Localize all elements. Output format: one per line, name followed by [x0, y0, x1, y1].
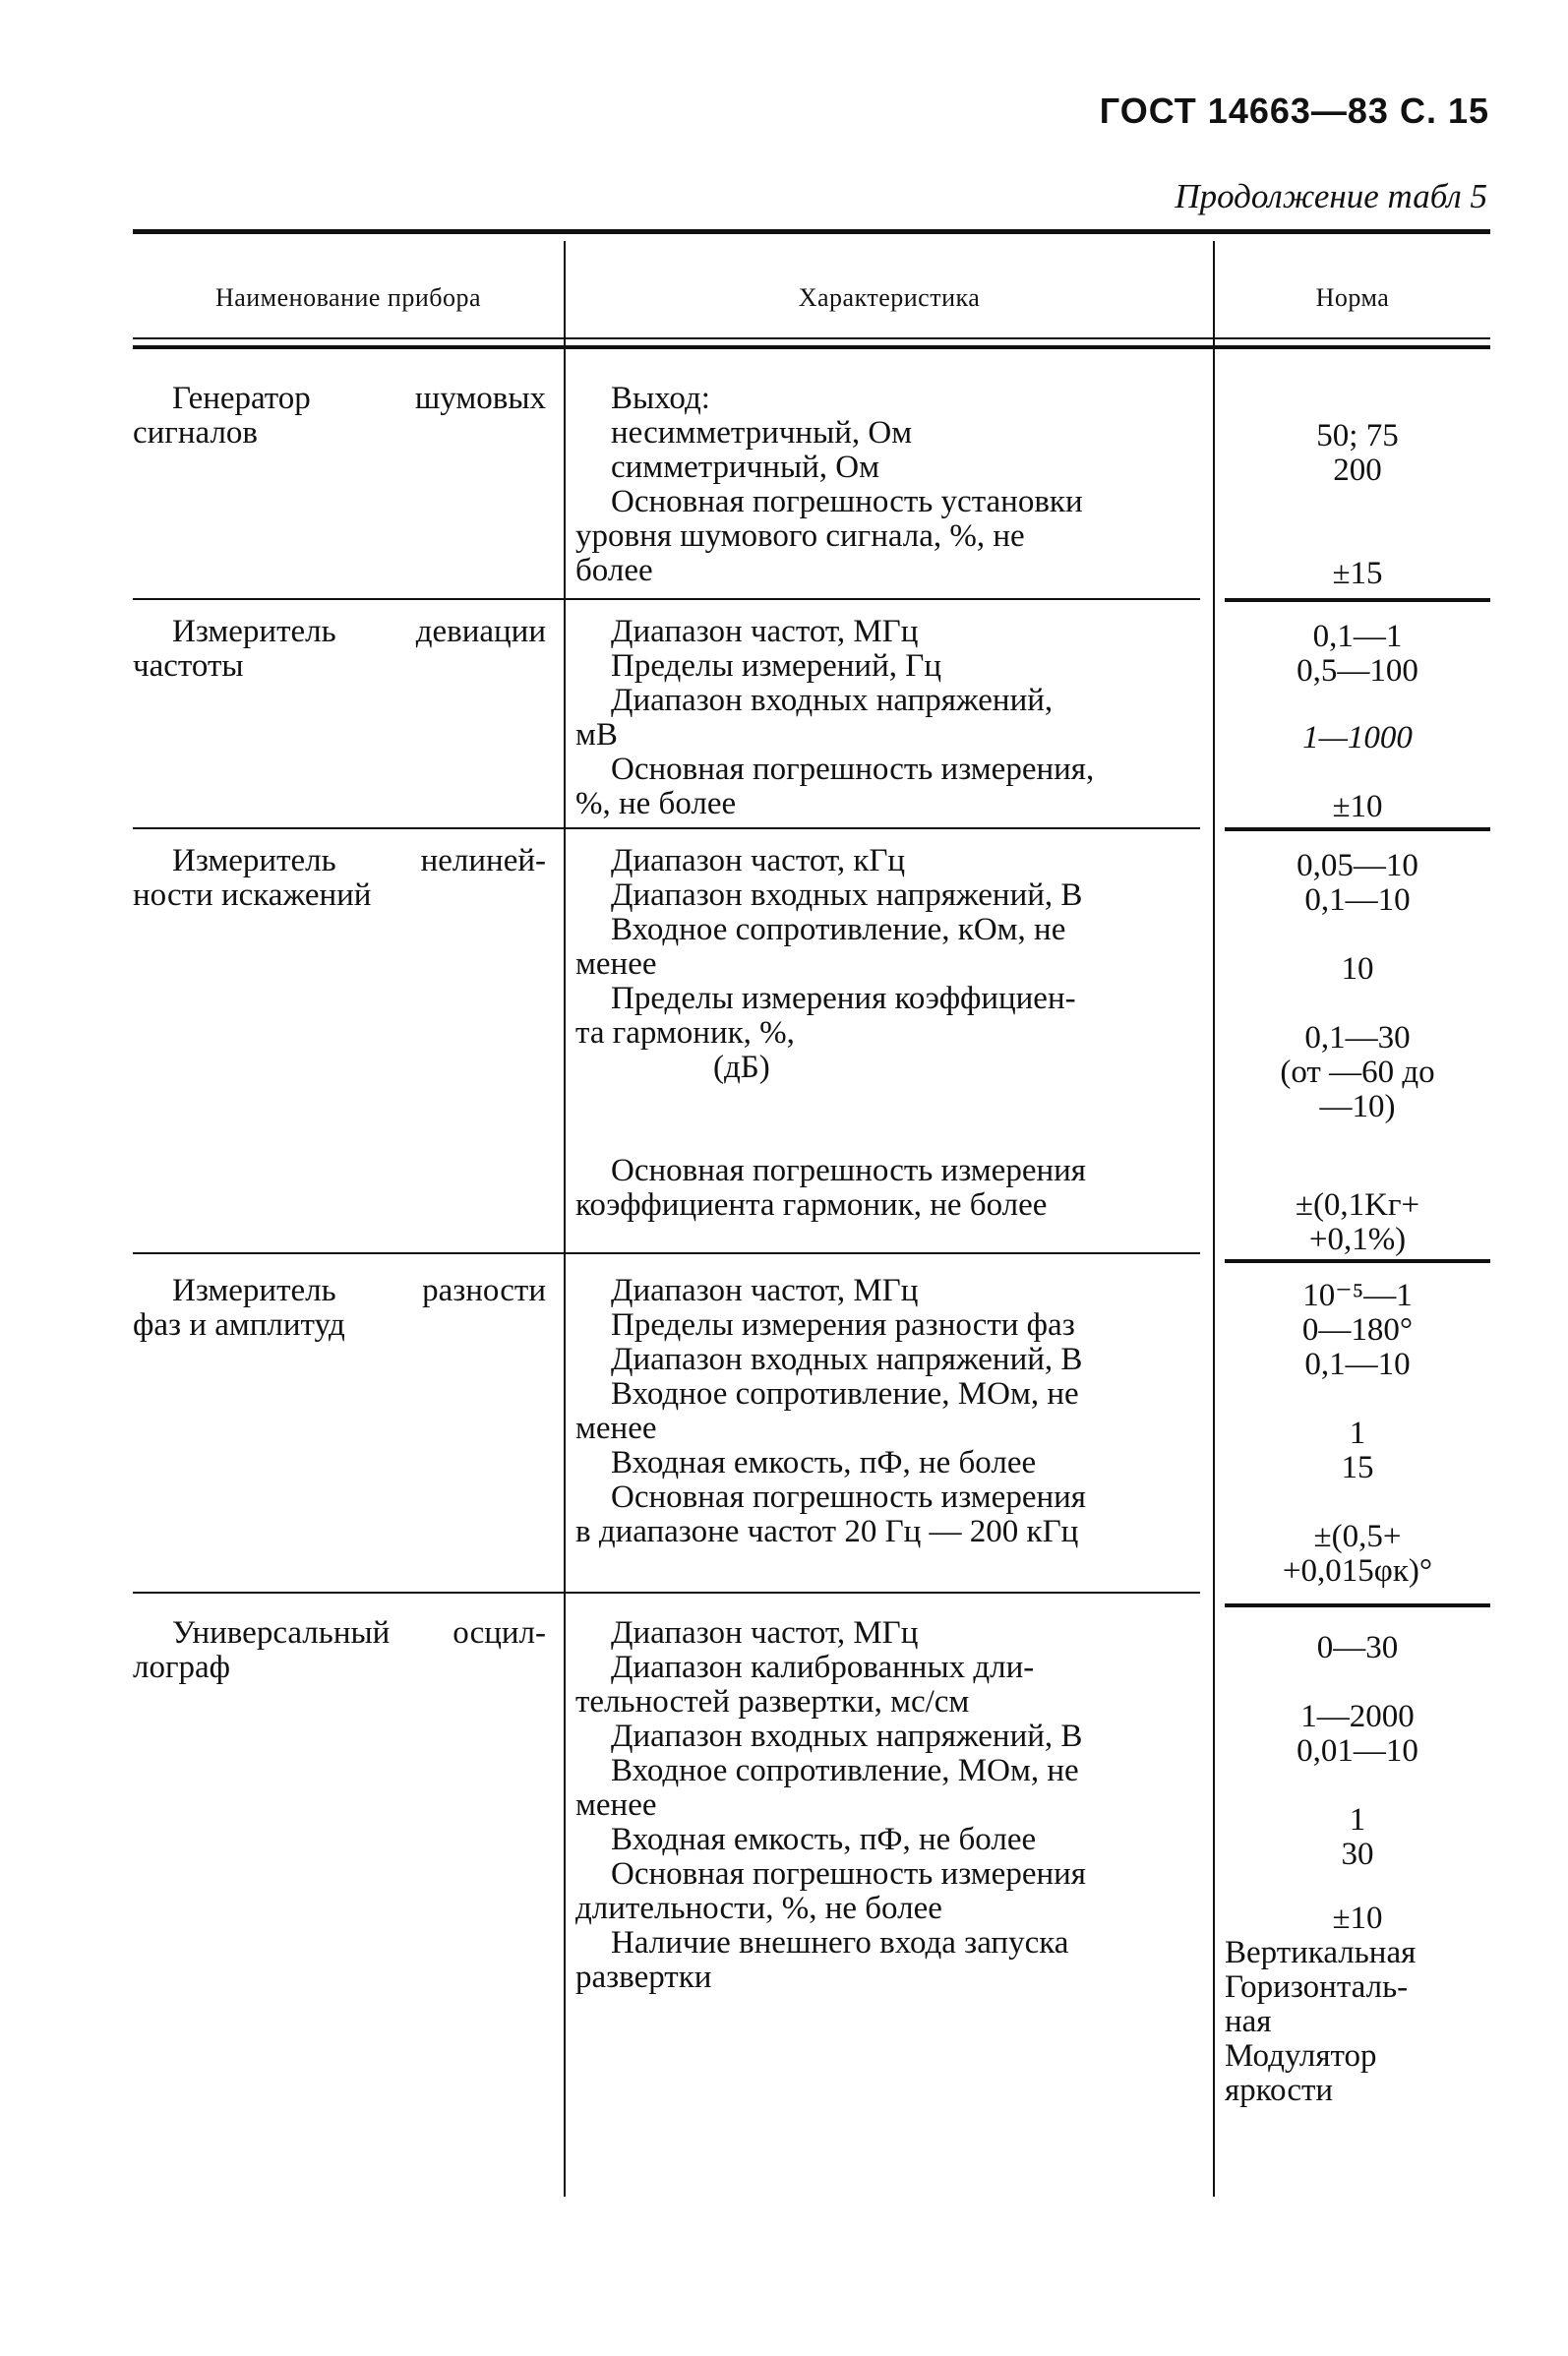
characteristic-line: симметричный, Ом	[611, 450, 880, 485]
column-divider-2	[1213, 241, 1215, 2197]
characteristic-spacer	[575, 1085, 1205, 1119]
characteristic-line: уровня шумового сигнала, %, не	[575, 518, 1025, 554]
norm-value: 50; 75	[1316, 418, 1399, 453]
device-name-word: девиации	[415, 614, 546, 649]
device-name-word: Универсальный	[172, 1615, 391, 1651]
norm-value: ±(0,1Kг+	[1295, 1187, 1420, 1223]
norm-value: ±10	[1332, 789, 1383, 824]
norm-value: 0,01—10	[1297, 1733, 1418, 1769]
device-name-line: ности искажений	[133, 877, 372, 913]
characteristic-line: Диапазон входных напряжений, В	[611, 1719, 1083, 1754]
row-divider-norm	[1225, 1603, 1490, 1607]
characteristic-line: та гармоник, %,	[575, 1015, 795, 1051]
characteristic-line: коэффициента гармоник, не более	[575, 1187, 1048, 1223]
norm-value: 0—30	[1316, 1630, 1399, 1665]
characteristic-line: менее	[575, 1411, 657, 1446]
characteristic-line: Диапазон частот, МГц	[611, 1273, 919, 1308]
characteristic-line: Диапазон частот, кГц	[611, 843, 906, 878]
characteristic-line: Входное сопротивление, МОм, не	[611, 1376, 1079, 1412]
characteristic-line: Диапазон частот, МГц	[611, 1615, 919, 1651]
row-divider	[133, 827, 1200, 829]
norm-value: 30	[1341, 1837, 1374, 1872]
characteristic-line: Диапазон калиброванных дли-	[611, 1650, 1035, 1685]
characteristic-line: Входное сопротивление, кОм, не	[611, 912, 1066, 947]
characteristic-line: Основная погрешность измерения	[611, 1480, 1086, 1515]
device-name-line: лограф	[133, 1650, 231, 1685]
row-divider-norm	[1225, 827, 1490, 831]
characteristic-line: менее	[575, 946, 657, 982]
characteristic-line: Основная погрешность измерения,	[611, 752, 1095, 787]
characteristic-line: Входная емкость, пФ, не более	[611, 1445, 1037, 1480]
device-name-word: разности	[422, 1273, 546, 1308]
row-divider-norm	[1225, 1259, 1490, 1263]
norm-value: +0,1%)	[1308, 1222, 1407, 1257]
row-divider	[133, 598, 1200, 600]
characteristic-line: несимметричный, Ом	[611, 415, 913, 451]
characteristic-line: Основная погрешность измерения	[611, 1856, 1086, 1892]
column-header-norm: Норма	[1315, 283, 1390, 312]
row-divider-norm	[1225, 598, 1490, 602]
characteristics	[575, 382, 1205, 588]
characteristic-line: Диапазон входных напряжений,	[611, 683, 1054, 718]
table-top-rule	[133, 229, 1490, 234]
device-name-line: сигналов	[133, 415, 258, 451]
norm-value: 0,05—10	[1297, 848, 1418, 883]
norm-value: 0,1—30	[1304, 1020, 1411, 1056]
characteristics	[575, 844, 1205, 1223]
norm-value: —10)	[1319, 1089, 1396, 1124]
norm-value: 0,1—10	[1304, 1347, 1411, 1382]
device-name-line: частоты	[133, 648, 244, 684]
norm-value: яркости	[1225, 2073, 1334, 2108]
norm-value: 15	[1341, 1450, 1374, 1485]
device-name	[133, 844, 546, 913]
device-name	[133, 1616, 546, 1685]
characteristic-line: более	[575, 553, 653, 588]
characteristic-line: Входная емкость, пФ, не более	[611, 1822, 1037, 1857]
norm-value: 0,1—10	[1304, 882, 1411, 918]
table-continuation-label: Продолжение табл 5	[1175, 177, 1487, 215]
device-name	[133, 1274, 546, 1343]
characteristics	[575, 1616, 1205, 1995]
norm-value: (от —60 до	[1280, 1055, 1435, 1090]
column-divider-1	[564, 241, 566, 2197]
norm-value: 1	[1349, 1416, 1366, 1451]
characteristic-line: Входное сопротивление, МОм, не	[611, 1753, 1079, 1788]
header-bottom-rule	[133, 337, 1490, 339]
norm-value: ±10	[1332, 1901, 1383, 1936]
characteristic-line: Диапазон входных напряжений, В	[611, 1342, 1083, 1377]
characteristic-line: мВ	[575, 717, 618, 753]
characteristic-line: длительности, %, не более	[575, 1891, 942, 1926]
characteristic-spacer	[575, 1119, 1205, 1154]
norm-value: Вертикальная	[1225, 1935, 1417, 1970]
device-name-word: шумовых	[414, 381, 546, 416]
spec-table	[133, 229, 1490, 2197]
characteristic-line: в диапазоне частот 20 Гц — 200 кГц	[575, 1514, 1079, 1549]
characteristic-line: менее	[575, 1787, 657, 1823]
characteristic-line: Пределы измерения разности фаз	[611, 1307, 1075, 1343]
characteristic-line: Выход:	[611, 381, 710, 416]
characteristic-line: Наличие внешнего входа запуска	[611, 1925, 1069, 1961]
norm-value: +0,015φк)°	[1282, 1553, 1433, 1589]
device-name-line: фаз и амплитуд	[133, 1307, 345, 1343]
norm-value: 0,1—1	[1312, 619, 1403, 654]
characteristic-line: Основная погрешность установки	[611, 484, 1083, 519]
norm-value: 1—1000	[1302, 720, 1413, 755]
page-header: ГОСТ 14663—83 С. 15	[1099, 91, 1489, 131]
norm-value: ±(0,5+	[1313, 1519, 1402, 1554]
norm-value: 0—180°	[1301, 1312, 1414, 1348]
column-header-characteristic: Характеристика	[798, 283, 981, 312]
norm-value: 0,5—100	[1297, 653, 1418, 689]
norm-value: 10⁻⁵—1	[1302, 1278, 1413, 1313]
norm-value: 1—2000	[1300, 1699, 1415, 1734]
characteristic-line: развертки	[575, 1960, 712, 1995]
characteristic-line: Диапазон частот, МГц	[611, 614, 919, 649]
device-name-word: Измеритель	[172, 1273, 336, 1308]
norm-value: 200	[1333, 453, 1382, 488]
norm-value: ная	[1225, 2004, 1272, 2039]
row-divider	[133, 1252, 1200, 1254]
device-name-word: осцил-	[452, 1615, 546, 1651]
norm-value: 10	[1341, 951, 1374, 987]
row-divider	[133, 1592, 1200, 1594]
characteristic-line: тельностей развертки, мс/см	[575, 1684, 970, 1720]
characteristic-line: Пределы измерения коэффициен-	[611, 981, 1076, 1016]
norm-value: Модулятор	[1225, 2038, 1377, 2074]
norm-value: ±15	[1332, 556, 1383, 591]
device-name	[133, 382, 546, 451]
device-name	[133, 615, 546, 684]
characteristic-line: Основная погрешность измерения	[611, 1153, 1086, 1188]
characteristic-line: %, не более	[575, 786, 737, 821]
device-name-word: нелиней-	[420, 843, 546, 878]
header-bottom-rule-2	[133, 345, 1490, 349]
device-name-word: Генератор	[172, 381, 311, 416]
characteristic-line: Пределы измерений, Гц	[611, 648, 941, 684]
norm-value: 1	[1349, 1802, 1366, 1838]
device-name-word: Измеритель	[172, 614, 336, 649]
characteristic-line: Диапазон входных напряжений, В	[611, 877, 1083, 913]
characteristic-line: (дБ)	[713, 1050, 770, 1085]
characteristics	[575, 1274, 1205, 1549]
device-name-word: Измеритель	[172, 843, 336, 878]
column-header-name: Наименование прибора	[214, 283, 482, 312]
norm-value: Горизонталь-	[1225, 1969, 1409, 2005]
characteristics	[575, 615, 1205, 821]
